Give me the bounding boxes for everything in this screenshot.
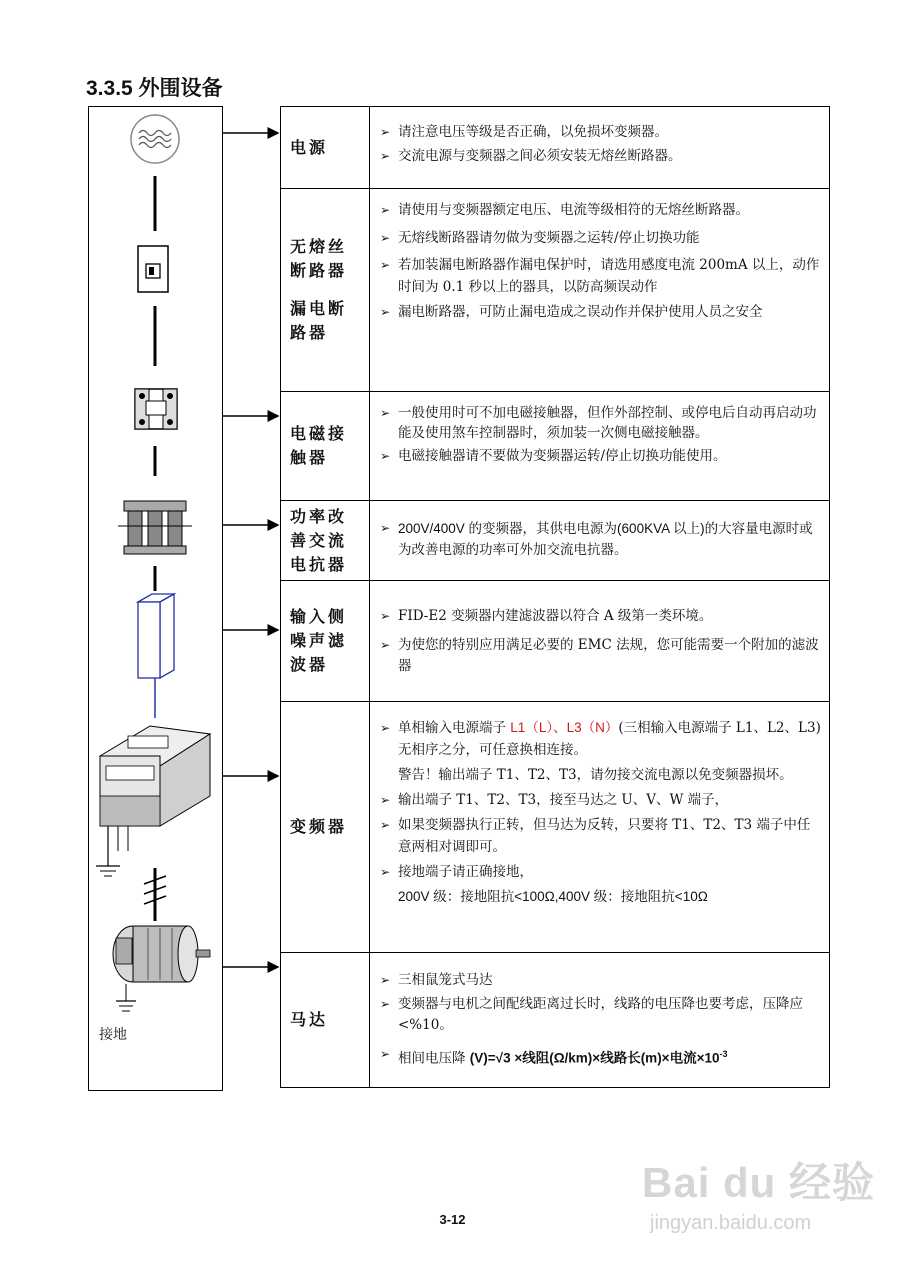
- row-motor: [281, 952, 829, 1087]
- row-label: 电源: [281, 107, 370, 188]
- ac-power-icon: [131, 115, 179, 163]
- page-number: 3-12: [439, 1212, 466, 1227]
- row-label: 马达: [281, 953, 370, 1087]
- breaker-icon: [138, 246, 168, 292]
- row-content: ➢ 一般使用时可不加电磁接触器，但作外部控制、或停电后自动再启动功能及使用煞车控制器时，须加装一次侧电磁接触器。 ➢ 电磁接触器请不要做为变频器运转/停止切换功能使用。: [370, 392, 829, 500]
- row-content: ➢ 单相输入电源端子 L1（L）、L3（N）(三相输入电源端子 L1、L2、L3)无相序之分，可任意换相连接。 警告！输出端子 T1、T2、T3，请勿接交流电源以免变频器损坏。 ➢ 输出端子 T1、T2、T3，接至马达之 U、V、W 端子， ➢ 如果变频器执行正转，但马达为反转，只要将 T1、T2、T3 端子中任意两相对调即可。 ➢ 接地端子请正确接地， 200V 级：接地阻抗<100Ω,400V 级：接地阻抗<10Ω: [370, 702, 829, 952]
- row-content: ➢ FID-E2 变频器内建滤波器以符合 A 级第一类环境。 ➢ 为使您的特别应用满足必要的 EMC 法规，您可能需要一个附加的滤波器: [370, 581, 829, 701]
- row-label: 电磁接 触器: [281, 392, 370, 500]
- row-label: 输入侧 噪声滤 波器: [281, 581, 370, 701]
- row-inverter: [281, 701, 829, 952]
- row-power: [281, 107, 829, 188]
- row-content: ➢ 请使用与变频器额定电压、电流等级相符的无熔丝断路器。 ➢ 无熔线断路器请勿做为变频器之运转/停止切换功能 ➢ 若加装漏电断路器作漏电保护时，请选用感度电流 200mA 以上，动作时间为 0.1 秒以上的器具，以防高频误动作 ➢ 漏电断路器，可防止漏电造成之误动作并保护使用人员之安全: [370, 189, 829, 391]
- watermark-main: Bai du 经验: [642, 1159, 876, 1206]
- row-label: 功率改 善交流 电抗器: [281, 501, 370, 580]
- row-breaker: [281, 188, 829, 391]
- noise-filter-icon: [138, 594, 174, 678]
- row-label: 变频器: [281, 702, 370, 952]
- row-content: ➢ 三相鼠笼式马达 ➢ 变频器与电机之间配线距离过长时，线路的电压降也要考虑，压降应<%10。 ➢ 相间电压降 (V)=√3 ×线阻(Ω/km)×线路长(m)×电流$\times 10^{-3}$: [370, 953, 829, 1087]
- row-filter: [281, 580, 829, 701]
- ground-label: 接地: [99, 1027, 127, 1043]
- contactor-icon: [135, 389, 177, 429]
- row-content: ➢ 请注意电压等级是否正确，以免损坏变频器。 ➢ 交流电源与变频器之间必须安装无熔丝断路器。: [370, 107, 829, 188]
- row-reactor: [281, 500, 829, 580]
- baidu-watermark: [622, 1150, 877, 1250]
- watermark-sub: jingyan.baidu.com: [650, 1212, 812, 1234]
- peripheral-table: [280, 106, 830, 1088]
- row-content: ➢ 200V/400V 的变频器，其供电电源为(600KVA 以上)的大容量电源时或为改善电源的功率可外加交流电抗器。: [370, 501, 829, 580]
- row-label: 无熔丝 断路器 漏电断 路器: [281, 189, 370, 391]
- inverter-icon: [96, 726, 210, 876]
- reactor-icon: [118, 501, 192, 554]
- section-title: 3.3.5 外围设备: [86, 77, 223, 100]
- motor-icon: [113, 926, 210, 1011]
- row-contactor: [281, 391, 829, 500]
